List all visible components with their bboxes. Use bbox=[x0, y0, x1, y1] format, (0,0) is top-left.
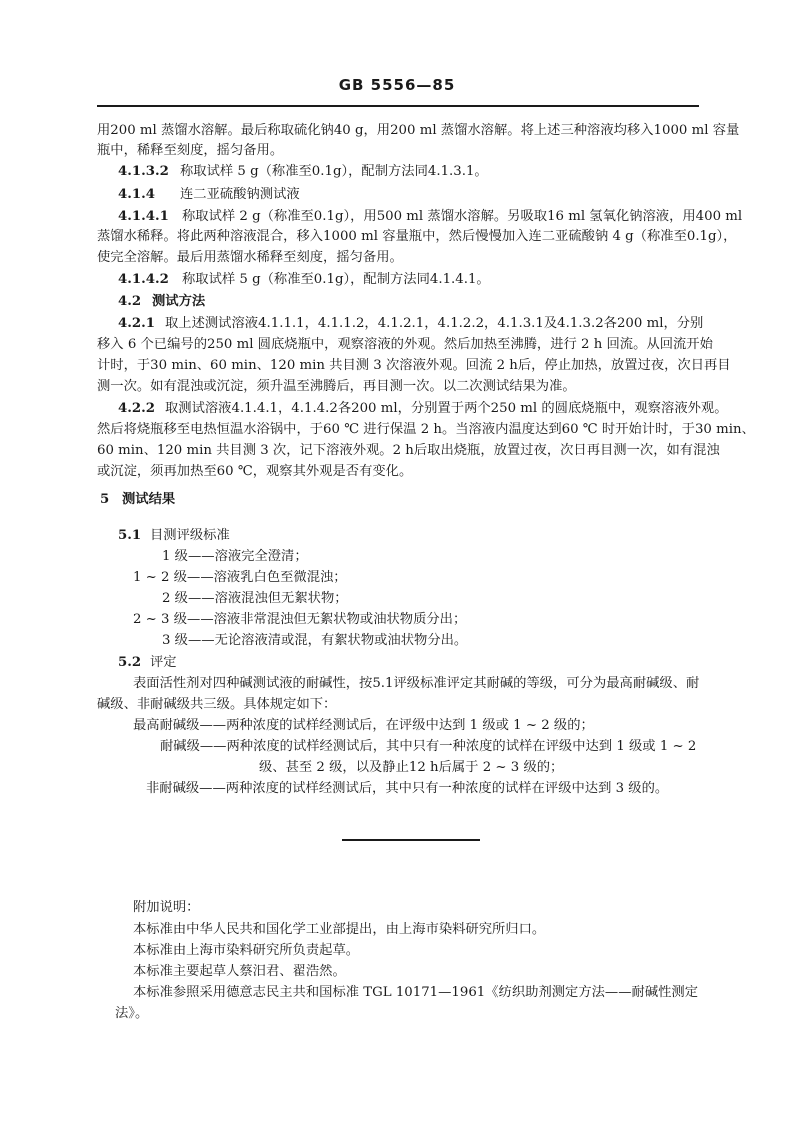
clause-number-5-2: 5.2 bbox=[118, 655, 142, 670]
clause-heading-5-2: 评定 bbox=[150, 655, 177, 670]
rating-rule: 非耐碱级——两种浓度的试样经测试后，其中只有一种浓度的试样在评级中达到 3 级的。 bbox=[146, 781, 669, 796]
clause-text-4-1-4-1: 称取试样 2 g（称准至0.1g），用500 ml 蒸馏水溶解。另吸取16 ml 氢氧化钠溶液，用400 ml bbox=[182, 209, 743, 224]
grade-item: 3 级——无论溶液清或混，有絮状物或油状物分出。 bbox=[162, 633, 468, 648]
grade-item: 2 级——溶液混浊但无絮状物； bbox=[162, 591, 348, 606]
text-line: 使完全溶解。最后用蒸馏水稀释至刻度，摇匀备用。 bbox=[97, 250, 403, 265]
clause-number-4-1-4-1: 4.1.4.1 bbox=[118, 209, 169, 224]
note-line: 本标准主要起草人蔡汨君、翟浩然。 bbox=[133, 964, 346, 979]
standard-number-header: GB 5556—85 bbox=[338, 76, 456, 94]
clause-heading-4-1-4: 连二亚硫酸钠测试液 bbox=[180, 187, 300, 202]
clause-number-4-1-4: 4.1.4 bbox=[118, 187, 156, 202]
end-of-text-rule bbox=[342, 839, 480, 841]
text-line: 用200 ml 蒸馏水溶解。最后称取硫化钠40 g，用200 ml 蒸馏水溶解。将上述三种溶液均移入1000 ml 容量 bbox=[97, 123, 740, 138]
text-line: 然后将烧瓶移至电热恒温水浴锅中，于60 ℃ 进行保温 2 h。当溶液内温度达到60 ℃ 时开始计时，于30 min、 bbox=[97, 422, 755, 437]
clause-text-4-2-2: 取测试溶液4.1.4.1，4.1.4.2各200 ml，分别置于两个250 ml 的圆底烧瓶中，观察溶液外观。 bbox=[165, 401, 728, 416]
text-line: 表面活性剂对四种碱测试液的耐碱性，按5.1评级标准评定其耐碱的等级，可分为最高耐碱级、耐 bbox=[133, 676, 700, 691]
grade-item: 1 级——溶液完全澄清； bbox=[162, 549, 308, 564]
note-line: 法》。 bbox=[115, 1006, 149, 1021]
text-line: 蒸馏水稀释。将此两种溶液混合，移入1000 ml 容量瓶中，然后慢慢加入连二亚硫酸钠 4 g（称准至0.1g）， bbox=[97, 229, 737, 244]
clause-number-4-1-3-2: 4.1.3.2 bbox=[118, 164, 169, 179]
clause-number-5-1: 5.1 bbox=[118, 528, 142, 543]
text-line: 碱级、非耐碱级共三级。具体规定如下： bbox=[97, 697, 337, 712]
section-heading-5: 测试结果 bbox=[122, 492, 176, 507]
rating-rule-continued: 级、甚至 2 级，以及静止12 h后属于 2 ~ 3 级的； bbox=[259, 760, 564, 775]
text-line: 瓶中，稀释至刻度，摇匀备用。 bbox=[97, 143, 284, 158]
notes-title: 附加说明： bbox=[133, 900, 200, 915]
clause-number-4-2: 4.2 bbox=[118, 294, 142, 309]
clause-heading-4-2: 测试方法 bbox=[152, 294, 206, 309]
clause-number-4-1-4-2: 4.1.4.2 bbox=[118, 272, 169, 287]
clause-heading-5-1: 目测评级标准 bbox=[150, 528, 230, 543]
text-line: 60 min、120 min 共目测 3 次，记下溶液外观。2 h后取出烧瓶，放置过夜，次日再目测一次，如有混浊 bbox=[97, 443, 720, 458]
rating-rule: 耐碱级——两种浓度的试样经测试后，其中只有一种浓度的试样在评级中达到 1 级或 1 ~ 2 bbox=[160, 739, 697, 754]
clause-text-4-2-1: 取上述测试溶液4.1.1.1，4.1.1.2，4.1.2.1，4.1.2.2，4.1.3.1及4.1.3.2各200 ml，分别 bbox=[165, 316, 704, 331]
grade-item: 2 ~ 3 级——溶液非常混浊但无絮状物或油状物质分出； bbox=[133, 612, 467, 627]
text-line: 或沉淀，须再加热至60 ℃，观察其外观是否有变化。 bbox=[97, 464, 413, 479]
rating-rule: 最高耐碱级——两种浓度的试样经测试后，在评级中达到 1 级或 1 ~ 2 级的； bbox=[133, 718, 594, 733]
clause-text-4-1-4-2: 称取试样 5 g（称准至0.1g），配制方法同4.1.4.1。 bbox=[182, 272, 490, 287]
note-line: 本标准由中华人民共和国化学工业部提出，由上海市染料研究所归口。 bbox=[133, 922, 546, 937]
header-rule bbox=[97, 105, 699, 107]
clause-text-4-1-3-2: 称取试样 5 g（称准至0.1g），配制方法同4.1.3.1。 bbox=[180, 164, 488, 179]
text-line: 移入 6 个已编号的250 ml 圆底烧瓶中，观察溶液的外观。然后加热至沸腾，进行 2 h 回流。从回流开始 bbox=[97, 337, 713, 352]
note-line: 本标准由上海市染料研究所负责起草。 bbox=[133, 943, 360, 958]
text-line: 计时，于30 min、60 min、120 min 共目测 3 次溶液外观。回流 2 h后，停止加热，放置过夜，次日再目 bbox=[97, 358, 731, 373]
clause-number-4-2-1: 4.2.1 bbox=[118, 316, 156, 331]
note-line: 本标准参照采用德意志民主共和国标准 TGL 10171—1961《纺织助剂测定方法——耐碱性测定 bbox=[133, 985, 699, 1000]
grade-item: 1 ~ 2 级——溶液乳白色至微混浊； bbox=[133, 570, 347, 585]
clause-number-4-2-2: 4.2.2 bbox=[118, 401, 156, 416]
section-number-5: 5 bbox=[100, 492, 110, 507]
text-line: 测一次。如有混浊或沉淀，须升温至沸腾后，再目测一次。以二次测试结果为准。 bbox=[97, 379, 576, 394]
